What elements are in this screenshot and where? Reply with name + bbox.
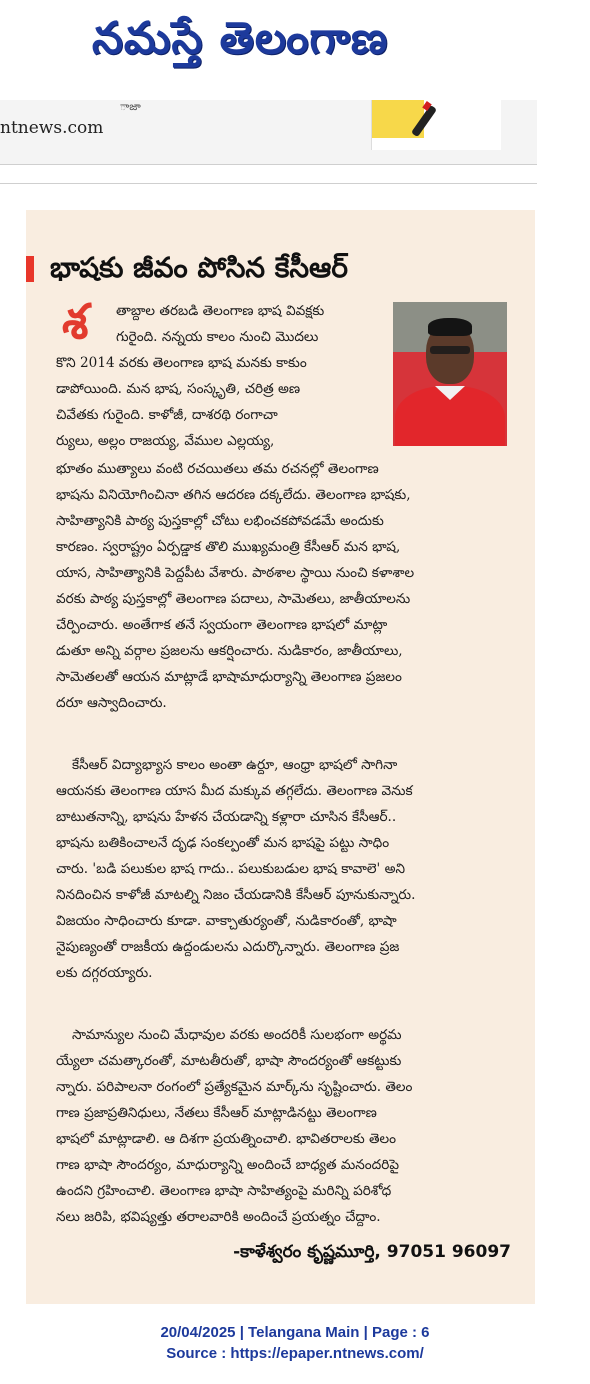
clipping-footer [0, 1322, 590, 1364]
body-line: ఉందని గ్రహించాలి. తెలంగాణ భాషా సాహిత్యంపై మరిన్ని పరిశోధ [56, 1183, 392, 1199]
body-line: సామెతలతో ఆయన మాట్లాడే భాషామాధుర్యాన్ని తెలంగాణ ప్రజలం [56, 669, 402, 685]
article-clipping [26, 210, 535, 1304]
body-line: ర్యులు, అల్లం రాజయ్య, వేముల ఎల్లయ్య, [56, 433, 275, 449]
previous-clip-url: ntnews.com [0, 118, 104, 138]
body-line: లకు దగ్గరయ్యారు. [56, 965, 153, 981]
body-line: సామాన్యుల నుంచి మేధావుల వరకు అందరికీ సులభంగా అర్థమ [72, 1027, 402, 1043]
body-line: డుతూ అన్ని వర్గాల ప్రజలను ఆకర్షించారు. నుడికారం, జాతీయాలు, [56, 643, 403, 659]
newspaper-logo: నమస్తే తెలంగాణ [92, 13, 389, 64]
body-line: సాహిత్యానికి పాఠ్య పుస్తకాల్లో చోటు లభించకపోవడమే అందుకు [56, 513, 384, 529]
previous-clip-image [371, 100, 501, 150]
masthead [0, 0, 590, 80]
edition-info: 20/04/2025 | Telangana Main | Page : 6 [160, 1324, 430, 1341]
body-line: గాణ ప్రజాప్రతినిధులు, నేతలు కేసీఆర్ మాట్లాడినట్టు తెలంగాణ [56, 1105, 377, 1121]
body-line: భూతం ముత్యాలు వంటి రచయితలు తమ రచనల్లో తెలంగాణ [56, 461, 379, 477]
body-line: భాషను వినియోగించినా తగిన ఆదరణ దక్కలేదు. తెలంగాణ భాషకు, [56, 487, 411, 503]
body-line: భాషలో మాట్లాడాలి. ఆ దిశగా ప్రయత్నించాలి. భావితరాలకు తెలం [56, 1131, 397, 1147]
body-line: నినదించిన కాళోజీ మాటల్ని నిజం చేయడానికి కేసీఆర్ పూనుకున్నారు. [56, 887, 416, 903]
body-line: భాషను బతికించాలనే దృఢ సంకల్పంతో మన భాషపై పట్టు సాధిం [56, 835, 390, 851]
divider [0, 183, 537, 184]
body-line: డాపోయింది. మన భాష, సంస్కృతి, చరిత్ర అణ [56, 381, 301, 397]
body-line: వరకు పాఠ్య పుస్తకాల్లో తెలంగాణ పదాలు, సామెతలు, జాతీయాలను [56, 591, 411, 607]
drop-cap: శ [62, 294, 89, 350]
author-byline: -కాళేశ్వరం కృష్ణమూర్తి, 97051 96097 [233, 1242, 511, 1262]
body-line: ఆయనకు తెలంగాణ యాస మీద మక్కువ తగ్గలేదు. తెలంగాణ వెనుక [56, 783, 413, 799]
body-line: న్నారు. పరిపాలనా రంగంలో ప్రత్యేకమైన మార్క్‌ను సృష్టించారు. తెలం [56, 1079, 413, 1095]
body-line: కొని 2014 వరకు తెలంగాణ భాష మనకు కాకుం [56, 355, 307, 371]
previous-clipping [0, 100, 537, 165]
body-line: గాణ భాషా సౌందర్యం, మాధుర్యాన్ని అందించే బాధ్యత మనందరిపై [56, 1157, 400, 1173]
source-link[interactable]: Source : https://epaper.ntnews.com/ [166, 1345, 424, 1362]
body-line: బాటుతనాన్ని, భాషను హేళన చేయడాన్ని కళ్లారా చూసిన కేసీఆర్.. [56, 809, 397, 825]
body-line: చివేతకు గురైంది. కాళోజీ, దాశరథి రంగాచా [56, 407, 278, 423]
author-photo [393, 302, 507, 446]
body-line: నైపుణ్యంతో రాజకీయ ఉద్దండులను ఎదుర్కొన్నారు. తెలంగాణ ప్రజ [56, 939, 400, 955]
body-line: యాస, సాహిత్యానికి పెద్దపీట వేశారు. పాఠశాల స్థాయి నుంచి కళాశాల [56, 565, 415, 581]
body-line: కారణం. స్వరాష్ట్రం ఏర్పడ్డాక తొలి ముఖ్యమంత్రి కేసీఆర్ మన భాష, [56, 539, 401, 555]
headline-accent-bar [26, 256, 34, 282]
photo-glasses [430, 346, 470, 354]
body-line: య్యేలా చమత్కారంతో, మాటతీరుతో, భాషా సౌందర్యంతో ఆకట్టుకు [56, 1053, 402, 1069]
previous-clip-fragment: ాజా [120, 100, 141, 113]
article-headline: భాషకు జీవం పోసిన కేసీఆర్ [50, 251, 348, 284]
body-line: నలు జరిపి, భవిష్యత్తు తరాలవారికి అందించే ప్రయత్నం చేద్దాం. [56, 1209, 381, 1225]
photo-hair [428, 318, 472, 336]
body-line: తాబ్దాల తరబడి తెలంగాణ భాష వివక్షకు [116, 303, 325, 319]
body-line: చారు. 'బడి పలుకుల భాష గాదు.. పలుకుబడుల భాష కావాలె' అని [56, 861, 406, 877]
body-line: దరూ ఆస్వాదించారు. [56, 695, 167, 711]
body-line: చేర్పించారు. అంతేగాక తనే స్వయంగా తెలంగాణ భాషలో మాట్లా [56, 617, 388, 633]
body-line: విజయం సాధించారు కూడా. వాక్చాతుర్యంతో, నుడికారంతో, భాషా [56, 913, 397, 929]
body-line: గురైంది. నన్నయ కాలం నుంచి మొదలు [116, 329, 319, 345]
body-line: కేసీఆర్ విద్యాభ్యాస కాలం అంతా ఉర్దూ, ఆంధ్రా భాషలో సాగినా [72, 757, 398, 773]
